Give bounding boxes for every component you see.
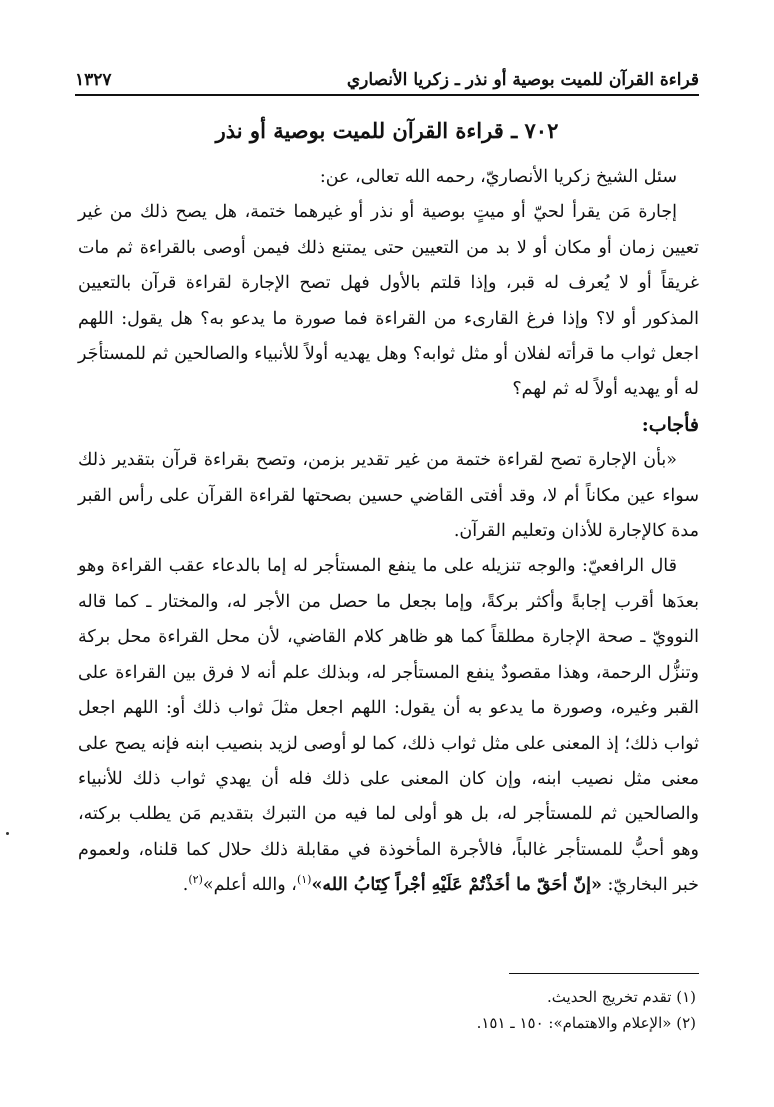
running-title: قراءة القرآن للميت بوصية أو نذر ـ زكريا الأنصاري bbox=[346, 70, 699, 90]
section-title: ٧٠٢ ـ قراءة القرآن للميت بوصية أو نذر bbox=[215, 118, 559, 143]
intro-line: سئل الشيخ زكريا الأنصاريّ، رحمه الله تعالى، عن: bbox=[319, 167, 677, 187]
footnote-1 bbox=[78, 984, 696, 1010]
header-divider bbox=[75, 94, 699, 96]
answer-paragraph-1: «بأن الإجارة تصح لقراءة ختمة من غير تقدير بزمن، وتصح بقراءة قرآن بتقدير ذلك سواء عين مكاناً أم لا، وقد أفتى القاضي حسين بصحتها لقراءة القرآن على رأس القبر مدة كالإجارة للأذان وتعليم القرآن. bbox=[78, 450, 699, 542]
question-paragraph: إجارة مَن يقرأ لحيّ أو ميتٍ بوصية أو نذر أو غيرهما ختمة، هل يصح ذلك من غير تعيين زمان أو مكان أو لا بد من التعيين حتى يمتنع ذلك فيمن أوصى بالقراءة ثم مات غريقاً أو لا يُعرف له قبر، وإذا قلتم بالأول فهل تصح الإجارة لقراءة قرآن بالتعيين المذكور أو لا؟ وإذا فرغ القارىء من القراءة فما صورة ما يدعو به؟ هل يقول: اللهم اجعل ثواب ما قرأته لفلان أو مثل ثوابه؟ وهل يهديه أولاً للأنبياء والصالحين ثم للمستأجَر له أو يهديه أولاً له ثم لهم؟ bbox=[78, 202, 699, 400]
footnote-ref-2[interactable]: (٢) bbox=[188, 873, 203, 887]
answer-label: فأجاب: bbox=[641, 413, 699, 436]
final-dot: . bbox=[182, 875, 189, 896]
closing-text: ، والله أعلم» bbox=[202, 875, 297, 896]
footnote-2 bbox=[78, 1010, 696, 1036]
footnote-number: (٢) bbox=[676, 1014, 696, 1032]
main-text bbox=[78, 160, 699, 904]
footnote-text: تقدم تخريج الحديث. bbox=[547, 988, 672, 1006]
page-header bbox=[75, 62, 699, 90]
footnote-divider bbox=[509, 973, 699, 974]
answer-paragraph-2 bbox=[78, 549, 699, 903]
page-number: ١٣٢٧ bbox=[75, 70, 112, 90]
scan-speck bbox=[6, 832, 9, 835]
footnote-number: (١) bbox=[676, 988, 696, 1006]
hadith-quote: «إنّ أحَقّ ما أخَذْتُمْ عَلَيْهِ أجْراً كِتَابُ الله» bbox=[311, 875, 602, 896]
footnote-text: «الإعلام والاهتمام»: ١٥٠ ـ ١٥١. bbox=[476, 1014, 672, 1032]
footnotes bbox=[78, 984, 696, 1036]
footnote-ref-1[interactable]: (١) bbox=[296, 873, 312, 887]
answer-paragraph-2-text: قال الرافعيّ: والوجه تنزيله على ما ينفع المستأجر له إما بالدعاء عقب القراءة وهو بعدَها أقرب إجابةً وأكثر بركةً، وإما بجعل ما حصل من الأجر له، والمختار ـ كما قاله النوويّ ـ صحة الإجارة مطلقاً كما هو ظاهر كلام القاضي، لأن محل القراءة محل بركة وتنزُّل الرحمة، وهذا مقصودٌ ينفع المستأجر له، وبذلك علم أنه لا فرق بين القراءة على القبر وغيره، وصورة ما يدعو به أن يقول: اللهم اجعل مثلَ ثواب ذلك أو: اللهم اجعل ثواب ذلك؛ إذ المعنى على مثل ثواب ذلك، كما لو أوصى لزيد بنصيب ابنه فإنه يصح على معنى مثل نصيب ابنه، وإن كان المعنى على ذلك فله أن يهدي ثواب ذلك للأنبياء والصالحين ثم للمستأجر له، بل هو أولى لما فيه من التبرك بتقديم مَن يطلب بركته، وهو أحبُّ للمستأجر غالباً، فالأجرة المأخوذة في مقابلة ذلك حلال كما قلناه، ولعموم خبر البخاريّ: bbox=[78, 556, 699, 896]
